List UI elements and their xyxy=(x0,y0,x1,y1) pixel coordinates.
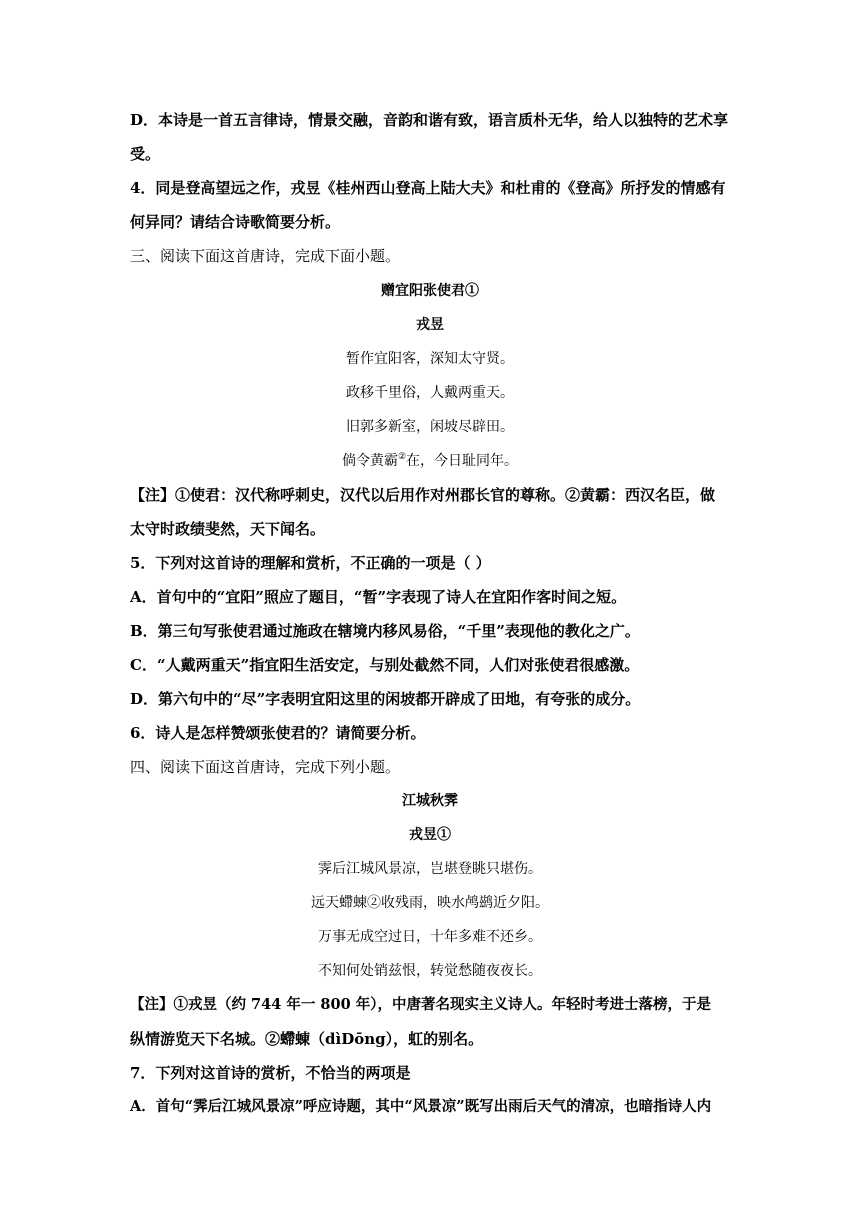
poem-1-last-line-pre: 倘令黄霸 xyxy=(341,453,398,469)
footnote-marker: ② xyxy=(397,452,407,462)
poem-2-author: 戎昱① xyxy=(409,827,451,843)
poem-2-line: 不知何处销兹恨，转觉愁随夜夜长。 xyxy=(318,963,542,979)
section-3-heading: 三、阅读下面这首唐诗，完成下面小题。 xyxy=(130,247,401,265)
poem-1-line: 旧郭多新室，闲坡尽辟田。 xyxy=(346,419,514,435)
question-5-option-c: C．“人戴两重天”指宜阳生活安定，与别处截然不同，人们对张使君很感激。 xyxy=(130,656,640,674)
poem-1-note-line2: 太守时政绩斐然，天下闻名。 xyxy=(130,520,326,538)
poem-2-title: 江城秋霁 xyxy=(402,793,458,809)
question-4-line2: 何异同？请结合诗歌简要分析。 xyxy=(130,213,341,231)
question-6: 6．诗人是怎样赞颂张使君的？请简要分析。 xyxy=(130,724,426,742)
poem-1-title: 赠宜阳张使君① xyxy=(381,283,479,299)
poem-1-last-line xyxy=(130,451,730,471)
poem-2-line: 万事无成空过日，十年多难不还乡。 xyxy=(318,929,542,945)
poem-2-note-line2: 纵情游览天下名城。②螮蝀（dìDōng），虹的别名。 xyxy=(130,1030,484,1048)
poem-2-line: 霁后江城风景凉，岂堪登眺只堪伤。 xyxy=(318,861,542,877)
question-5: 5．下列对这首诗的理解和赏析，不正确的一项是（ ） xyxy=(130,554,491,572)
poem-2-note-line1: 【注】①戎昱（约 744 年一 800 年），中唐著名现实主义诗人。年轻时考进士落榜，于是 xyxy=(130,996,711,1013)
poem-1-line: 暂作宜阳客，深知太守贤。 xyxy=(346,351,514,367)
poem-1-author: 戎昱 xyxy=(416,317,444,333)
question-5-option-a: A．首句中的“宜阳”照应了题目，“暂”字表现了诗人在宜阳作客时间之短。 xyxy=(130,588,627,606)
question-7: 7．下列对这首诗的赏析，不恰当的两项是 xyxy=(130,1064,411,1082)
option-d-line2: 受。 xyxy=(130,145,161,163)
poem-1-line: 政移千里俗，人戴两重天。 xyxy=(346,385,514,401)
poem-1-last-line-post: 在，今日耻同年。 xyxy=(406,453,519,469)
question-7-option-a: A．首句“霁后江城风景凉”呼应诗题，其中“风景凉”既写出雨后天气的清凉，也暗指诗人内 xyxy=(130,1098,712,1115)
question-4-line1: 4．同是登高望远之作，戎昱《桂州西山登高上陆大夫》和杜甫的《登高》所抒发的情感有 xyxy=(130,179,726,197)
poem-2-line: 远天螮蝀②收残雨，映水鸬鹚近夕阳。 xyxy=(311,895,549,911)
poem-1-note-line1: 【注】①使君：汉代称呼刺史，汉代以后用作对州郡长官的尊称。②黄霸：西汉名臣，做 xyxy=(130,486,716,504)
option-d-line1: D．本诗是一首五言律诗，情景交融，音韵和谐有致，语言质朴无华，给人以独特的艺术享 xyxy=(130,111,729,129)
question-5-option-b: B．第三句写张使君通过施政在辖境内移风易俗，“千里”表现他的教化之广。 xyxy=(130,622,640,640)
question-5-option-d: D．第六句中的“尽”字表明宜阳这里的闲坡都开辟成了田地，有夸张的成分。 xyxy=(130,690,641,708)
section-4-heading: 四、阅读下面这首唐诗，完成下列小题。 xyxy=(130,758,401,776)
